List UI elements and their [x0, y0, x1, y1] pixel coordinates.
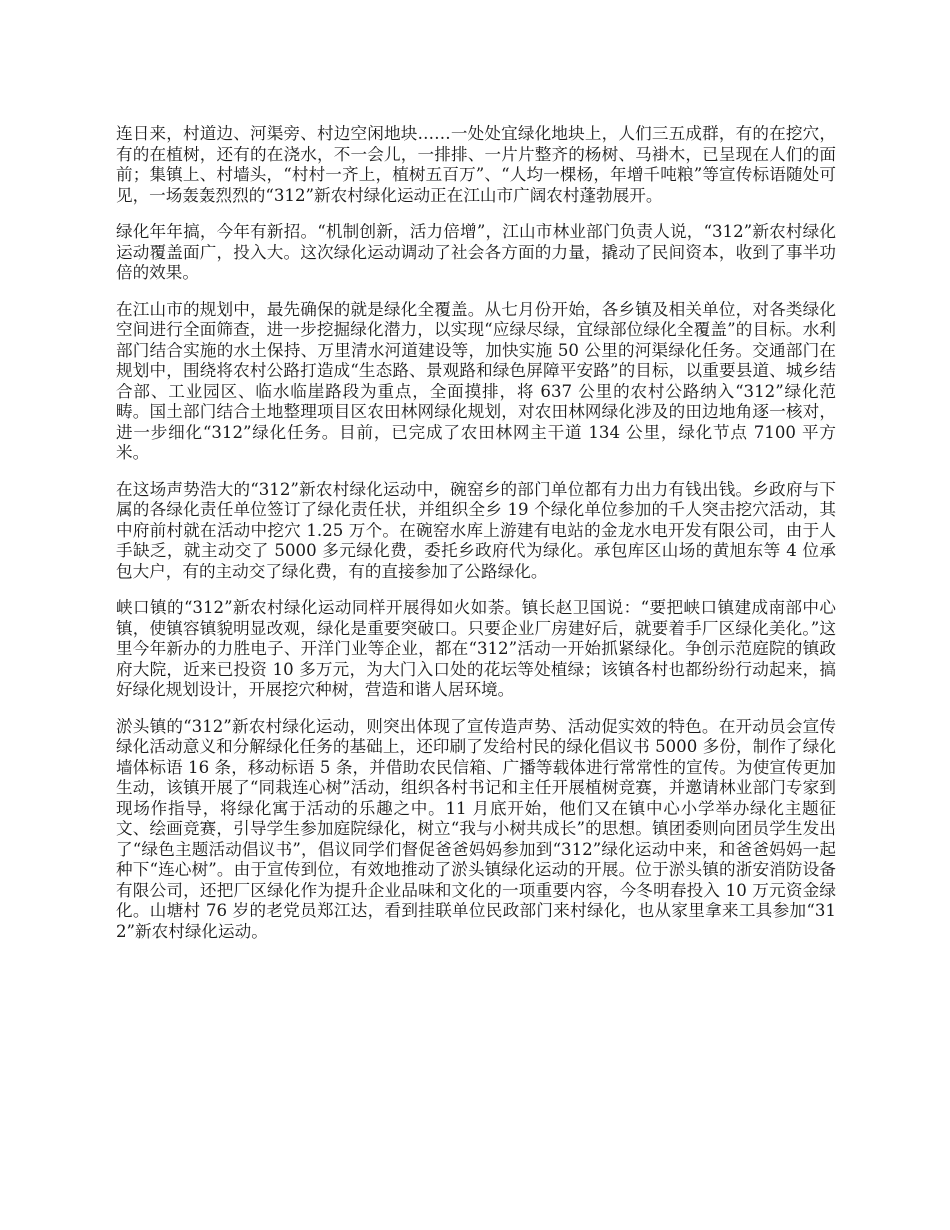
- paragraph-5: 峡口镇的“312”新农村绿化运动同样开展得如火如荼。镇长赵卫国说：“要把峡口镇建成南部中心镇，使镇容镇貌明显改观，绿化是重要突破口。只要企业厂房建好后，就要着手厂区绿化美化。”这里今年新办的力胜电子、开洋门业等企业，都在“312”活动一开始抓紧绿化。争创示范庭院的镇政府大院，近来已投资 10 多万元，为大门入口处的花坛等处植绿；该镇各村也都纷纷行动起来，搞好绿化规划设计，开展挖穴种树，营造和谐人居环境。: [116, 598, 836, 699]
- document-body: [116, 124, 836, 958]
- paragraph-2: 绿化年年搞，今年有新招。“机制创新，活力倍增”，江山市林业部门负责人说，“312”新农村绿化运动覆盖面广，投入大。这次绿化运动调动了社会各方面的力量，撬动了民间资本，收到了事半功倍的效果。: [116, 222, 836, 282]
- paragraph-6: 淤头镇的“312”新农村绿化运动，则突出体现了宣传造声势、活动促实效的特色。在开动员会宣传绿化活动意义和分解绿化任务的基础上，还印刷了发给村民的绿化倡议书 5000 多份，制作了绿化墙体标语 16 条，移动标语 5 条，并借助农民信箱、广播等载体进行常常性的宣传。为使宣传更加生动，该镇开展了“同栽连心树”活动，组织各村书记和主任开展植树竞赛，并邀请林业部门专家到现场作指导，将绿化寓于活动的乐趣之中。11 月底开始，他们又在镇中心小学举办绿化主题征文、绘画竞赛，引导学生参加庭院绿化，树立“我与小树共成长”的思想。镇团委则向团员学生发出了“绿色主题活动倡议书”，倡议同学们督促爸爸妈妈参加到“312”绿化运动中来，和爸爸妈妈一起种下“连心树”。由于宣传到位，有效地推动了淤头镇绿化运动的开展。位于淤头镇的浙安消防设备有限公司，还把厂区绿化作为提升企业品味和文化的一项重要内容，今冬明春投入 10 万元资金绿化。山塘村 76 岁的老党员郑江达，看到挂联单位民政部门来村绿化，也从家里拿来工具参加“312”新农村绿化运动。: [116, 716, 836, 941]
- paragraph-4: 在这场声势浩大的“312”新农村绿化运动中，碗窑乡的部门单位都有力出力有钱出钱。乡政府与下属的各绿化责任单位签订了绿化责任状，并组织全乡 19 个绿化单位参加的千人突击挖穴活动，其中府前村就在活动中挖穴 1.25 万个。在碗窑水库上游建有电站的金龙水电开发有限公司，由于人手缺乏，就主动交了 5000 多元绿化费，委托乡政府代为绿化。承包库区山场的黄旭东等 4 位承包大户，有的主动交了绿化费，有的直接参加了公路绿化。: [116, 479, 836, 581]
- paragraph-1: 连日来，村道边、河渠旁、村边空闲地块……一处处宜绿化地块上，人们三五成群，有的在挖穴，有的在植树，还有的在浇水，不一会儿，一排排、一片片整齐的杨树、马褂木，已呈现在人们的面前；集镇上、村墙头，“村村一齐上，植树五百万”、“人均一棵杨，年增千吨粮”等宣传标语随处可见，一场轰轰烈烈的“312”新农村绿化运动正在江山市广阔农村蓬勃展开。: [116, 124, 836, 205]
- paragraph-3: 在江山市的规划中，最先确保的就是绿化全覆盖。从七月份开始，各乡镇及相关单位，对各类绿化空间进行全面筛查，进一步挖掘绿化潜力，以实现“应绿尽绿，宜绿部位绿化全覆盖”的目标。水利部门结合实施的水土保持、万里清水河道建设等，加快实施 50 公里的河渠绿化任务。交通部门在规划中，围绕将农村公路打造成“生态路、景观路和绿色屏障平安路”的目标，以重要县道、城乡结合部、工业园区、临水临崖路段为重点，全面摸排，将 637 公里的农村公路纳入“312”绿化范畴。国土部门结合土地整理项目区农田林网绿化规划，对农田林网绿化涉及的田边地角逐一核对，进一步细化“312”绿化任务。目前，已完成了农田林网主干道 134 公里，绿化节点 7100 平方米。: [116, 299, 836, 462]
